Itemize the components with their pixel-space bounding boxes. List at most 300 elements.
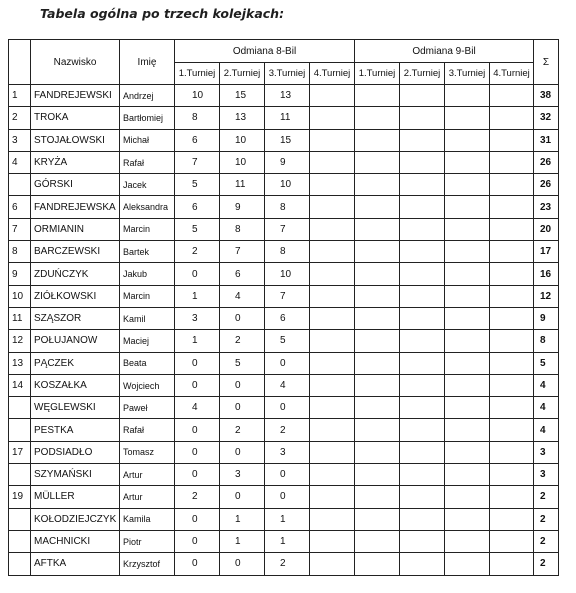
round-2-cell: 2 [220,330,265,352]
surname-cell: ZDUŃCZYK [31,263,120,285]
first-name-header: Imię [120,40,175,85]
first-name-cell: Kamila [120,508,175,530]
round-9-4-cell [490,530,534,552]
surname-cell: ZIÓŁKOWSKI [31,285,120,307]
first-name-cell: Bartek [120,241,175,263]
rank-cell: 7 [9,218,31,240]
round-9-1-cell [355,85,400,107]
round-9-1-cell [355,218,400,240]
round-9-3-cell [445,330,490,352]
sum-cell: 4 [534,374,559,396]
round-9-1-cell [355,307,400,329]
table-row [9,285,559,307]
round-3-cell: 8 [265,241,310,263]
round-9-4-cell [490,241,534,263]
round-4-cell [310,107,355,129]
round-2-cell: 9 [220,196,265,218]
round-2-cell: 5 [220,352,265,374]
table-row [9,441,559,463]
round-9-1-cell [355,107,400,129]
surname-cell: BARCZEWSKI [31,241,120,263]
sum-cell: 17 [534,241,559,263]
sum-cell: 3 [534,464,559,486]
round-4-cell [310,241,355,263]
round-3-cell: 3 [265,441,310,463]
round-9-1-cell [355,129,400,151]
round-1-cell: 0 [175,263,220,285]
table-row [9,352,559,374]
surname-cell: PESTKA [31,419,120,441]
round-1-cell: 5 [175,174,220,196]
round-4-cell [310,508,355,530]
round-1-cell: 5 [175,218,220,240]
round-9-4-cell [490,330,534,352]
first-name-cell: Kamil [120,307,175,329]
round-2-cell: 7 [220,241,265,263]
surname-cell: KOŁODZIEJCZYK [31,508,120,530]
round-9-3-cell [445,352,490,374]
round-9-1-cell [355,441,400,463]
round-2-cell: 2 [220,419,265,441]
round-9-3-cell [445,464,490,486]
round-9-2-cell [400,508,445,530]
round-2-cell: 0 [220,307,265,329]
round-3-cell: 6 [265,307,310,329]
rank-cell [9,530,31,552]
round-9-3-cell [445,263,490,285]
round-4-cell [310,374,355,396]
round-4-cell [310,263,355,285]
round-9-2-cell [400,174,445,196]
round-1-cell: 0 [175,508,220,530]
round-3-cell: 0 [265,486,310,508]
round-9-1-cell [355,486,400,508]
round-4-cell [310,307,355,329]
surname-cell: KRYŻA [31,151,120,173]
round-2-cell: 10 [220,151,265,173]
round-9-4-cell [490,107,534,129]
table-row [9,508,559,530]
round-4-cell [310,530,355,552]
round-9-4-cell [490,174,534,196]
round-9-3-cell [445,241,490,263]
round-1-cell: 6 [175,196,220,218]
round-9-3-cell [445,419,490,441]
round-9-2-cell [400,352,445,374]
round-9-1-cell [355,419,400,441]
round-9-4-cell [490,196,534,218]
round-9-3-cell [445,218,490,240]
round-3-cell: 0 [265,352,310,374]
round-9-1-cell [355,397,400,419]
surname-cell: TROKA [31,107,120,129]
round-3-cell: 2 [265,553,310,575]
sum-cell: 26 [534,151,559,173]
round-9-1-cell [355,330,400,352]
table-title: Tabela ogólna po trzech kolejkach: [40,6,285,21]
round-9-2-cell [400,330,445,352]
sum-cell: 3 [534,441,559,463]
sum-cell: 12 [534,285,559,307]
round-2-cell: 4 [220,285,265,307]
round-9-1-cell [355,352,400,374]
round-1-cell: 10 [175,85,220,107]
round-4-cell [310,85,355,107]
round-4-cell [310,196,355,218]
round-9-2-cell [400,486,445,508]
round-header: 1.Turniej [175,63,220,85]
first-name-cell: Jakub [120,263,175,285]
round-4-cell [310,419,355,441]
surname-cell: STOJAŁOWSKI [31,129,120,151]
round-9-2-cell [400,151,445,173]
round-9-4-cell [490,129,534,151]
round-9-2-cell [400,196,445,218]
rank-cell: 12 [9,330,31,352]
round-3-cell: 10 [265,263,310,285]
sum-cell: 23 [534,196,559,218]
round-9-2-cell [400,464,445,486]
round-9-2-cell [400,263,445,285]
rank-cell: 8 [9,241,31,263]
sum-cell: 2 [534,508,559,530]
standings-body [9,85,559,576]
first-name-cell: Artur [120,486,175,508]
round-4-cell [310,174,355,196]
rank-cell [9,397,31,419]
round-9-4-cell [490,374,534,396]
rank-cell: 9 [9,263,31,285]
first-name-cell: Marcin [120,218,175,240]
round-2-cell: 0 [220,374,265,396]
round-2-cell: 6 [220,263,265,285]
round-1-cell: 0 [175,553,220,575]
rank-cell: 4 [9,151,31,173]
rank-cell: 17 [9,441,31,463]
round-3-cell: 0 [265,464,310,486]
round-2-cell: 0 [220,486,265,508]
round-9-2-cell [400,85,445,107]
round-9-4-cell [490,441,534,463]
rank-cell [9,419,31,441]
table-row [9,85,559,107]
round-9-3-cell [445,307,490,329]
round-3-cell: 1 [265,508,310,530]
sum-cell: 2 [534,553,559,575]
surname-cell: POŁUJANOW [31,330,120,352]
round-9-3-cell [445,85,490,107]
round-9-1-cell [355,464,400,486]
table-row [9,107,559,129]
round-4-cell [310,397,355,419]
round-4-cell [310,486,355,508]
round-header: 3.Turniej [265,63,310,85]
round-9-3-cell [445,151,490,173]
round-9-4-cell [490,352,534,374]
round-header: 1.Turniej [355,63,400,85]
round-2-cell: 10 [220,129,265,151]
sum-cell: 5 [534,352,559,374]
round-9-4-cell [490,508,534,530]
round-4-cell [310,441,355,463]
round-3-cell: 11 [265,107,310,129]
round-1-cell: 3 [175,307,220,329]
round-9-4-cell [490,397,534,419]
sum-cell: 26 [534,174,559,196]
round-4-cell [310,285,355,307]
round-2-cell: 0 [220,553,265,575]
round-header: 4.Turniej [490,63,534,85]
round-9-2-cell [400,307,445,329]
table-row [9,553,559,575]
table-row [9,196,559,218]
round-2-cell: 1 [220,508,265,530]
round-4-cell [310,151,355,173]
round-9-1-cell [355,530,400,552]
round-header: 2.Turniej [400,63,445,85]
surname-cell: KOSZAŁKA [31,374,120,396]
round-2-cell: 1 [220,530,265,552]
first-name-cell: Jacek [120,174,175,196]
round-9-3-cell [445,285,490,307]
sum-header: Σ [534,40,559,85]
round-2-cell: 11 [220,174,265,196]
first-name-cell: Michał [120,129,175,151]
first-name-cell: Maciej [120,330,175,352]
round-3-cell: 0 [265,397,310,419]
group-9-bil-header: Odmiana 9-Bil [355,40,534,63]
round-1-cell: 0 [175,374,220,396]
round-1-cell: 1 [175,330,220,352]
round-3-cell: 13 [265,85,310,107]
surname-cell: SZYMAŃSKI [31,464,120,486]
sum-cell: 4 [534,397,559,419]
round-4-cell [310,218,355,240]
table-row [9,374,559,396]
round-1-cell: 0 [175,464,220,486]
round-9-3-cell [445,508,490,530]
round-2-cell: 0 [220,397,265,419]
round-header: 3.Turniej [445,63,490,85]
first-name-cell: Aleksandra [120,196,175,218]
surname-cell: ORMIANIN [31,218,120,240]
sum-cell: 9 [534,307,559,329]
round-3-cell: 15 [265,129,310,151]
surname-cell: MÜLLER [31,486,120,508]
surname-cell: GÓRSKI [31,174,120,196]
round-1-cell: 1 [175,285,220,307]
rank-cell: 14 [9,374,31,396]
table-row [9,174,559,196]
round-3-cell: 5 [265,330,310,352]
table-row [9,218,559,240]
round-9-1-cell [355,374,400,396]
table-row [9,263,559,285]
table-row [9,330,559,352]
first-name-cell: Marcin [120,285,175,307]
round-9-3-cell [445,196,490,218]
table-row [9,151,559,173]
round-9-1-cell [355,508,400,530]
table-row [9,397,559,419]
surname-cell: PĄCZEK [31,352,120,374]
round-2-cell: 8 [220,218,265,240]
round-9-4-cell [490,419,534,441]
round-9-3-cell [445,397,490,419]
round-1-cell: 0 [175,441,220,463]
round-1-cell: 0 [175,352,220,374]
first-name-cell: Andrzej [120,85,175,107]
rank-cell [9,464,31,486]
rank-cell: 11 [9,307,31,329]
round-1-cell: 2 [175,241,220,263]
table-row [9,464,559,486]
round-4-cell [310,553,355,575]
round-9-2-cell [400,129,445,151]
first-name-cell: Tomasz [120,441,175,463]
surname-cell: MACHNICKI [31,530,120,552]
rank-cell: 13 [9,352,31,374]
surname-cell: FANDREJEWSKA [31,196,120,218]
first-name-cell: Paweł [120,397,175,419]
round-9-2-cell [400,530,445,552]
rank-cell [9,174,31,196]
standings-table [8,39,559,576]
round-9-2-cell [400,441,445,463]
first-name-cell: Piotr [120,530,175,552]
rank-cell [9,553,31,575]
round-9-2-cell [400,419,445,441]
round-9-4-cell [490,307,534,329]
round-9-2-cell [400,241,445,263]
first-name-cell: Wojciech [120,374,175,396]
round-9-2-cell [400,285,445,307]
round-1-cell: 2 [175,486,220,508]
table-row [9,307,559,329]
round-9-4-cell [490,263,534,285]
round-9-4-cell [490,151,534,173]
round-9-2-cell [400,553,445,575]
round-3-cell: 7 [265,218,310,240]
round-3-cell: 4 [265,374,310,396]
round-1-cell: 7 [175,151,220,173]
sum-cell: 2 [534,530,559,552]
sum-cell: 8 [534,330,559,352]
round-header: 2.Turniej [220,63,265,85]
surname-cell: WĘGLEWSKI [31,397,120,419]
round-4-cell [310,129,355,151]
round-1-cell: 0 [175,419,220,441]
table-row [9,530,559,552]
round-9-2-cell [400,107,445,129]
round-9-2-cell [400,397,445,419]
rank-cell: 1 [9,85,31,107]
round-9-3-cell [445,553,490,575]
round-9-1-cell [355,263,400,285]
round-9-1-cell [355,285,400,307]
rank-cell: 2 [9,107,31,129]
round-9-3-cell [445,530,490,552]
round-3-cell: 8 [265,196,310,218]
round-3-cell: 9 [265,151,310,173]
first-name-cell: Artur [120,464,175,486]
first-name-cell: Rafał [120,151,175,173]
round-9-3-cell [445,486,490,508]
round-9-3-cell [445,374,490,396]
rank-cell: 3 [9,129,31,151]
round-9-2-cell [400,218,445,240]
rank-header [9,40,31,85]
round-1-cell: 8 [175,107,220,129]
first-name-cell: Beata [120,352,175,374]
round-4-cell [310,464,355,486]
sum-cell: 4 [534,419,559,441]
round-9-4-cell [490,553,534,575]
round-9-4-cell [490,85,534,107]
surname-cell: SZĄSZOR [31,307,120,329]
round-3-cell: 10 [265,174,310,196]
round-9-3-cell [445,441,490,463]
first-name-cell: Rafał [120,419,175,441]
sum-cell: 32 [534,107,559,129]
round-4-cell [310,330,355,352]
group-8-bil-header: Odmiana 8-Bil [175,40,355,63]
first-name-cell: Krzysztof [120,553,175,575]
table-row [9,486,559,508]
round-9-1-cell [355,151,400,173]
round-9-3-cell [445,129,490,151]
surname-header: Nazwisko [31,40,120,85]
round-1-cell: 4 [175,397,220,419]
round-9-4-cell [490,218,534,240]
rank-cell: 19 [9,486,31,508]
round-9-3-cell [445,174,490,196]
round-1-cell: 0 [175,530,220,552]
round-9-4-cell [490,285,534,307]
sum-cell: 16 [534,263,559,285]
round-4-cell [310,352,355,374]
round-2-cell: 0 [220,441,265,463]
round-3-cell: 7 [265,285,310,307]
sum-cell: 38 [534,85,559,107]
round-2-cell: 13 [220,107,265,129]
round-1-cell: 6 [175,129,220,151]
round-3-cell: 2 [265,419,310,441]
round-2-cell: 15 [220,85,265,107]
round-2-cell: 3 [220,464,265,486]
round-9-2-cell [400,374,445,396]
round-9-1-cell [355,174,400,196]
surname-cell: PODSIADŁO [31,441,120,463]
sum-cell: 2 [534,486,559,508]
round-9-1-cell [355,241,400,263]
table-row [9,419,559,441]
round-9-3-cell [445,107,490,129]
rank-cell: 10 [9,285,31,307]
round-9-1-cell [355,553,400,575]
table-row [9,129,559,151]
table-row [9,241,559,263]
first-name-cell: Bartłomiej [120,107,175,129]
surname-cell: AFTKA [31,553,120,575]
round-3-cell: 1 [265,530,310,552]
round-9-1-cell [355,196,400,218]
sum-cell: 31 [534,129,559,151]
round-9-4-cell [490,486,534,508]
rank-cell [9,508,31,530]
round-header: 4.Turniej [310,63,355,85]
sum-cell: 20 [534,218,559,240]
